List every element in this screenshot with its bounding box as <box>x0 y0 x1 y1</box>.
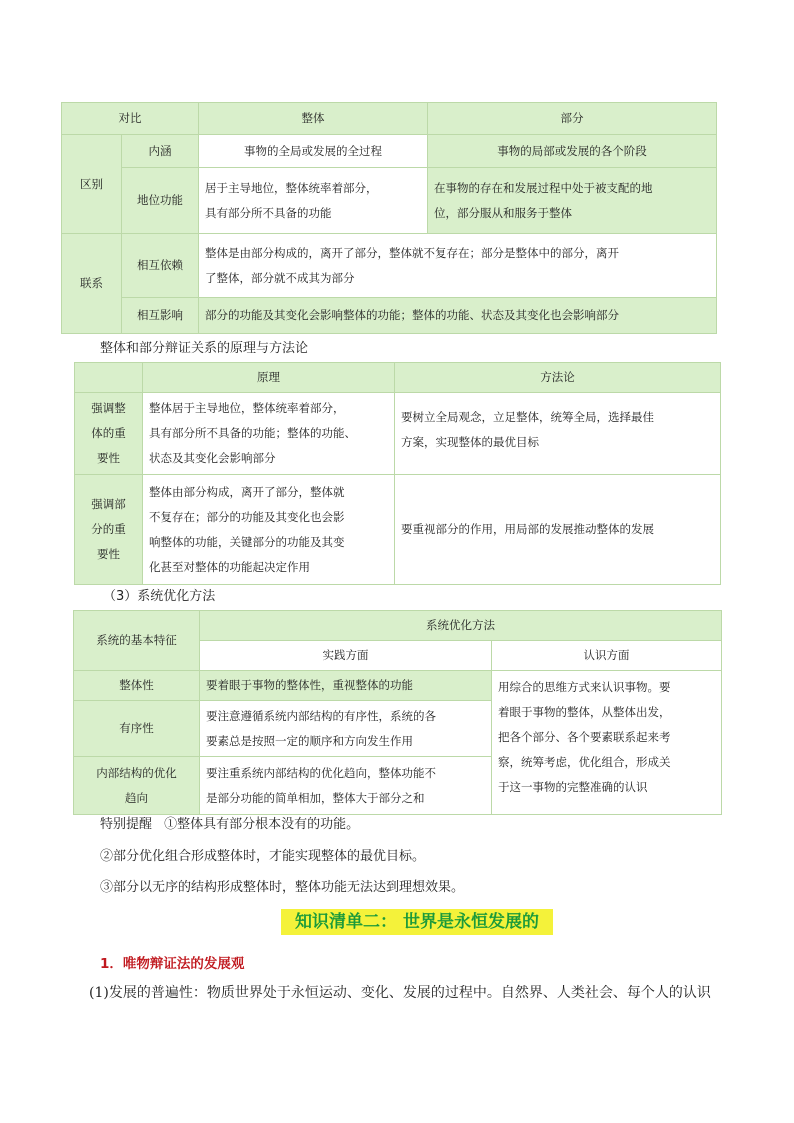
section-heading-principle-method: 整体和部分辩证关系的原理与方法论 <box>100 341 309 356</box>
principle-line: 具有部分所不具备的功能；整体的功能、 <box>149 426 356 440</box>
header-basic-features: 系统的基本特征 <box>74 611 200 671</box>
label-connotation: 内涵 <box>122 135 199 168</box>
status-whole-line-1: 居于主导地位，整体统率着部分， <box>205 180 378 195</box>
practice-line: 要素总是按照一定的顺序和方向发生作用 <box>206 733 413 748</box>
header-contrast: 对比 <box>62 103 199 135</box>
cell-method-whole <box>395 393 721 475</box>
cognition-line: 着眼于事物的整体，从整体出发， <box>498 705 671 719</box>
feature-internal-structure <box>74 757 200 815</box>
label-line: 强调整 <box>91 401 126 415</box>
header-practice: 实践方面 <box>200 641 492 671</box>
tips-label: 特别提醒 <box>100 817 153 832</box>
header-empty <box>75 363 143 393</box>
practice-internal-structure <box>200 757 492 815</box>
label-line: 强调部 <box>91 497 126 511</box>
header-cognition: 认识方面 <box>492 641 722 671</box>
feature-orderliness: 有序性 <box>74 701 200 757</box>
tip-item-2: ②部分优化组合形成整体时，才能实现整体的最优目标。 <box>100 849 426 864</box>
principle-line: 化甚至对整体的功能起决定作用 <box>149 559 310 574</box>
label-dependence: 相互依赖 <box>122 234 199 298</box>
practice-line: 要注重系统内部结构的优化趋向，整体功能不 <box>206 765 436 780</box>
dependence-line-1: 整体是由部分构成的，离开了部分，整体就不复存在；部分是整体中的部分，离开 <box>205 245 619 260</box>
principle-methodology-table <box>74 362 721 585</box>
status-whole-line-2: 具有部分所不具备的功能 <box>205 205 332 220</box>
cell-principle-whole <box>143 393 395 475</box>
whole-part-comparison-table <box>61 102 717 334</box>
feature-line: 内部结构的优化 <box>96 765 177 780</box>
method-line: 要重视部分的作用，用局部的发展推动整体的发展 <box>401 522 654 536</box>
header-optimization-method: 系统优化方法 <box>200 611 722 641</box>
header-methodology: 方法论 <box>395 363 721 393</box>
knowledge-list-title: 知识清单二： 世界是永恒发展的 <box>281 909 553 935</box>
practice-line: 是部分功能的简单相加，整体大于部分之和 <box>206 790 425 805</box>
development-view-heading: 1．唯物辩证法的发展观 <box>100 956 245 972</box>
label-line: 分的重 <box>91 522 126 536</box>
principle-line: 响整体的功能，关键部分的功能及其变 <box>149 534 345 549</box>
header-part: 部分 <box>428 103 717 135</box>
cell-dependence <box>199 234 717 298</box>
row-group-connection: 联系 <box>62 234 122 334</box>
practice-integrity: 要着眼于事物的整体性，重视整体的功能 <box>200 671 492 701</box>
label-line: 体的重 <box>91 426 126 440</box>
feature-line: 趋向 <box>125 790 148 805</box>
row-group-difference: 区别 <box>62 135 122 234</box>
tip-item-3: ③部分以无序的结构形成整体时，整体功能无法达到理想效果。 <box>100 880 465 895</box>
status-part-line-2: 位，部分服从和服务于整体 <box>434 205 572 220</box>
system-optimization-table <box>73 610 722 815</box>
principle-line: 整体由部分构成，离开了部分，整体就 <box>149 484 345 499</box>
section-heading-system-optimization: （3）系统优化方法 <box>103 589 216 604</box>
method-line: 要树立全局观念，立足整体，统筹全局，选择最佳 <box>401 410 654 424</box>
label-emphasize-whole <box>75 393 143 475</box>
tip-item-1: ①整体具有部分根本没有的功能。 <box>164 817 360 832</box>
dependence-line-2: 了整体，部分就不成其为部分 <box>205 270 355 285</box>
cognition-line: 察，统筹考虑，优化组合，形成关 <box>498 755 671 769</box>
development-universality-paragraph: (1)发展的普遍性：物质世界处于永恒运动、变化、发展的过程中。自然界、人类社会、每个人的认识 <box>89 985 711 1001</box>
cell-method-part <box>395 475 721 585</box>
cell-cognition <box>492 671 722 815</box>
principle-line: 不复存在；部分的功能及其变化也会影 <box>149 509 345 524</box>
principle-line: 状态及其变化会影响部分 <box>149 451 276 465</box>
cell-principle-part <box>143 475 395 585</box>
practice-orderliness <box>200 701 492 757</box>
tips-line-1 <box>100 813 359 832</box>
cognition-line: 把各个部分、各个要素联系起来考 <box>498 730 671 744</box>
cognition-line: 用综合的思维方式来认识事物。要 <box>498 680 671 694</box>
label-status-function: 地位功能 <box>122 168 199 234</box>
cell-influence: 部分的功能及其变化会影响整体的功能；整体的功能、状态及其变化也会影响部分 <box>199 298 717 334</box>
method-line: 方案，实现整体的最优目标 <box>401 435 539 449</box>
label-line: 要性 <box>97 547 120 561</box>
cell-status-whole <box>199 168 428 234</box>
cell-status-part <box>428 168 717 234</box>
cognition-line: 于这一事物的完整准确的认识 <box>498 780 648 794</box>
label-line: 要性 <box>97 451 120 465</box>
header-whole: 整体 <box>199 103 428 135</box>
label-influence: 相互影响 <box>122 298 199 334</box>
cell-connotation-whole: 事物的全局或发展的全过程 <box>199 135 428 168</box>
header-principle: 原理 <box>143 363 395 393</box>
label-emphasize-part <box>75 475 143 585</box>
cell-connotation-part: 事物的局部或发展的各个阶段 <box>428 135 717 168</box>
feature-integrity: 整体性 <box>74 671 200 701</box>
practice-line: 要注意遵循系统内部结构的有序性，系统的各 <box>206 708 436 723</box>
status-part-line-1: 在事物的存在和发展过程中处于被支配的地 <box>434 180 653 195</box>
principle-line: 整体居于主导地位，整体统率着部分， <box>149 401 345 415</box>
